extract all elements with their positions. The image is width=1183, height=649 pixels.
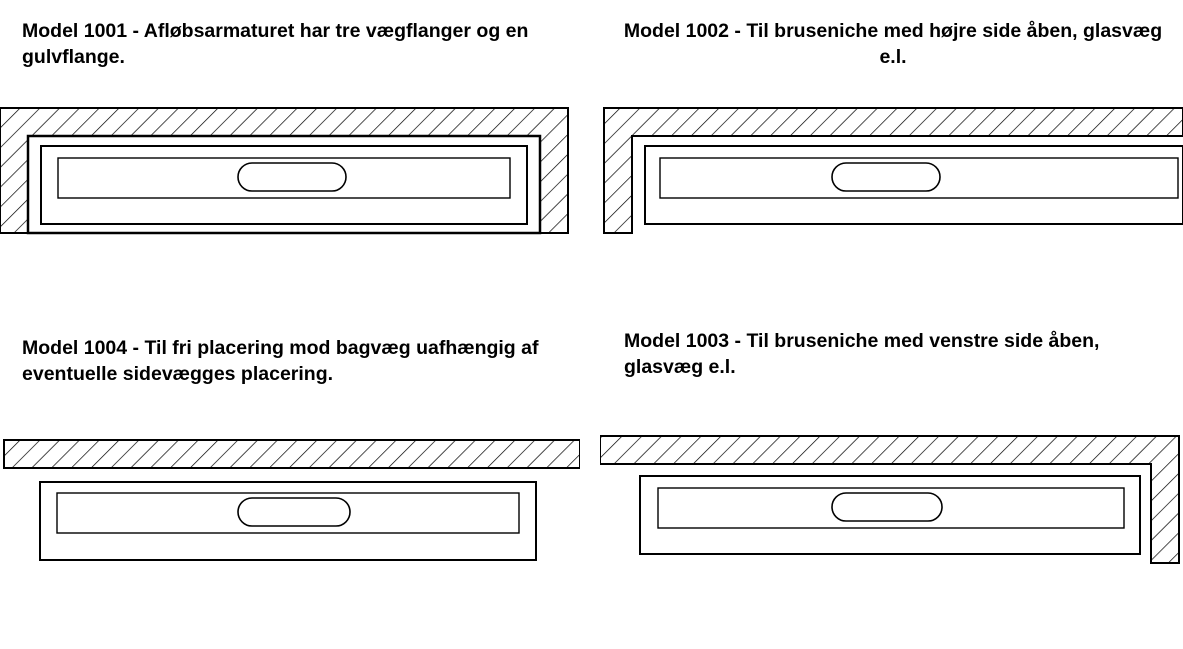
drain-outlet-oval-1003	[832, 493, 942, 521]
caption-title-1002: Model 1002 -	[623, 20, 741, 42]
caption-1004	[22, 335, 567, 388]
caption-description-1004: Til fri placering mod bagvæg uafhængig af eventuelle sidevægges placering.	[22, 337, 539, 386]
caption-title-1001: Model 1001 -	[22, 20, 140, 42]
drain-fitting-diagram-1001	[0, 88, 580, 268]
caption-title-1004: Model 1004 -	[22, 337, 140, 359]
caption-description-1003: Til bruseniche med venstre side åben, glasvæg e.l.	[624, 330, 1100, 379]
diagram-panel-1003	[600, 328, 1183, 598]
figure-1001	[0, 88, 580, 268]
drain-outlet-oval-1001	[238, 163, 346, 191]
caption-description-1002: Til bruseniche med højre side åben, glasvæg e.l.	[746, 20, 1163, 69]
drain-outlet-oval-1002	[832, 163, 940, 191]
caption-1001	[22, 18, 567, 71]
figure-1002	[600, 88, 1183, 268]
drain-fitting-diagram-1004	[0, 420, 580, 600]
figure-1004	[0, 420, 580, 600]
caption-1002	[618, 18, 1168, 71]
diagram-panel-1001	[0, 18, 580, 278]
drain-fitting-diagram-1003	[600, 418, 1183, 598]
caption-description-1001: Afløbsarmaturet har tre vægflanger og en gulvflange.	[22, 20, 529, 69]
diagram-panel-1004	[0, 335, 580, 595]
caption-title-1003: Model 1003 -	[624, 330, 742, 352]
figure-1003	[600, 418, 1183, 598]
drain-fitting-diagram-1002	[600, 88, 1183, 268]
wall-hatch-1004	[4, 440, 580, 468]
drain-outlet-oval-1004	[238, 498, 350, 526]
diagram-panel-1002	[600, 18, 1183, 278]
caption-1003	[624, 328, 1174, 381]
